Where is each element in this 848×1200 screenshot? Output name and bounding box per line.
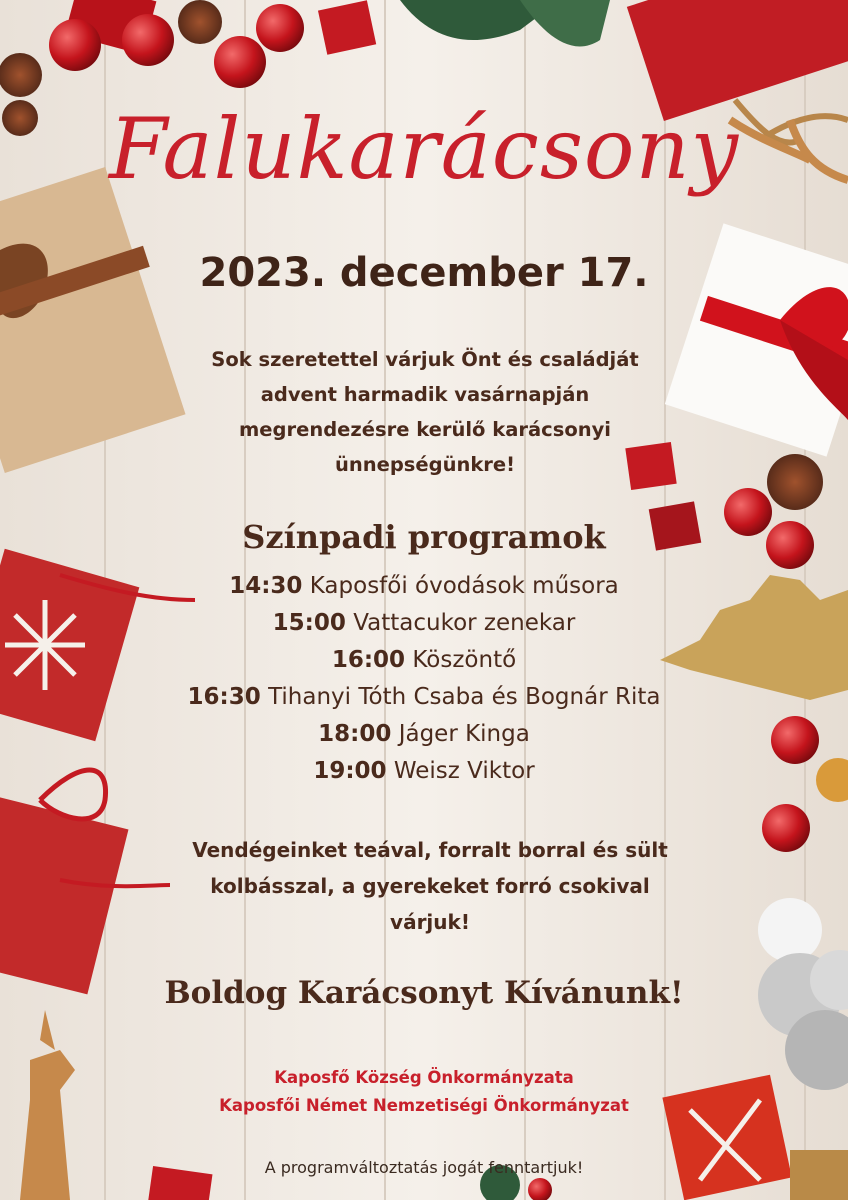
program-item <box>0 679 848 716</box>
poster-title: Falukarácsony <box>108 100 740 198</box>
program-time: 19:00 <box>313 758 387 784</box>
program-name: Tihanyi Tóth Csaba és Bognár Rita <box>268 684 661 710</box>
program-name: Vattacukor zenekar <box>353 610 576 636</box>
program-time: 16:00 <box>331 647 406 673</box>
program-time: 14:30 <box>229 573 303 599</box>
program-time: 18:00 <box>318 721 392 747</box>
program-time: 15:00 <box>272 610 346 636</box>
program-item <box>0 753 848 790</box>
invitation-text: Sok szeretettel várjuk Önt és családját advent harmadik vasárnapján megrendezésre kerülő karácsonyi ünnepségünkre! <box>211 348 639 476</box>
event-date: 2023. december 17. <box>199 250 649 296</box>
program-name: Weisz Viktor <box>393 758 535 784</box>
organizer-1: Kaposfő Község Önkormányzata <box>274 1068 574 1087</box>
program-item <box>0 568 848 605</box>
pine-cone <box>767 454 823 510</box>
programs-heading: Színpadi programok <box>242 518 606 556</box>
program-item <box>0 605 848 642</box>
program-name: Köszöntő <box>412 647 517 673</box>
refreshments-text: Vendégeinket teával, forralt borral és sült kolbásszal, a gyerekeket forró csokival várjuk! <box>192 838 668 934</box>
organizers <box>0 1064 848 1120</box>
program-time: 16:30 <box>187 684 261 710</box>
christmas-wish: Boldog Karácsonyt Kívánunk! <box>164 975 684 1011</box>
program-item <box>0 642 848 679</box>
organizer-2: Kaposfői Német Nemzetiségi Önkormányzat <box>219 1096 629 1115</box>
disclaimer-note: A programváltoztatás jogát fenntartjuk! <box>264 1158 584 1177</box>
red-ball-4 <box>762 804 810 852</box>
program-list <box>0 568 848 790</box>
program-name: Jáger Kinga <box>398 721 530 747</box>
program-name: Kaposfői óvodások műsora <box>309 573 619 599</box>
program-item <box>0 716 848 753</box>
